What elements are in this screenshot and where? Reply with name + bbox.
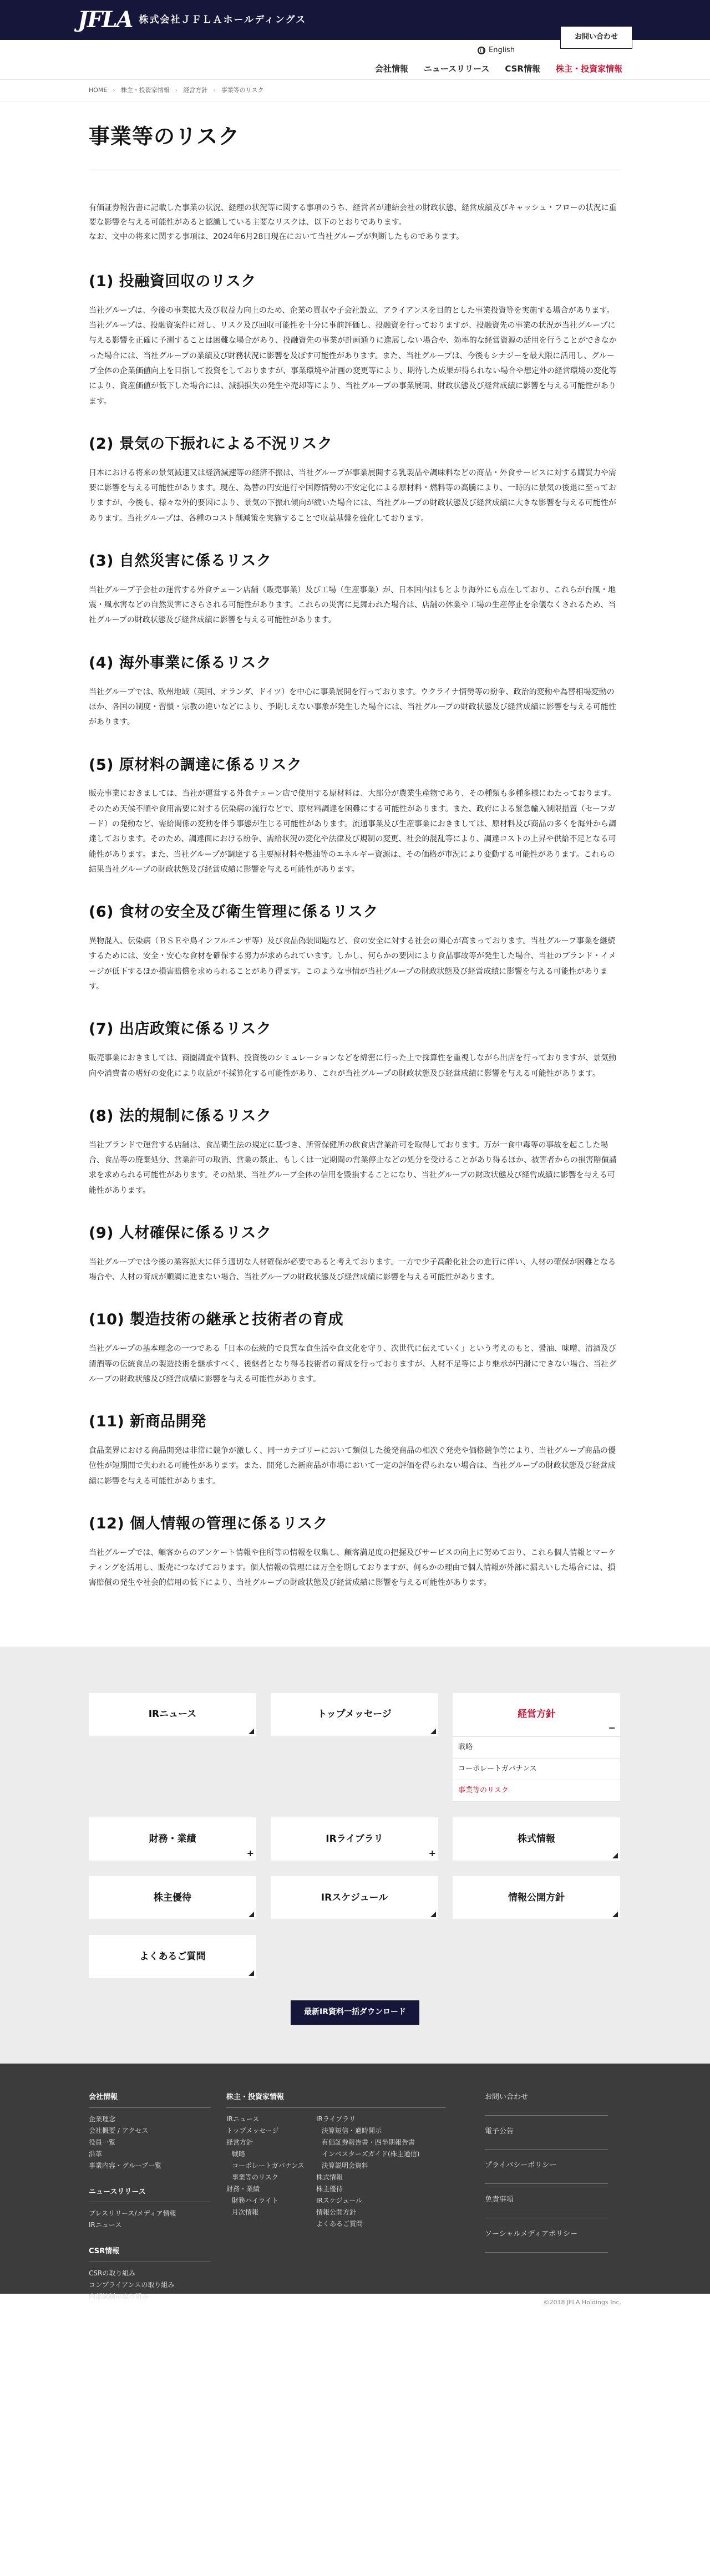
language-switch[interactable]: [478, 44, 515, 57]
risk-section-10: [89, 1307, 621, 1387]
tile-label: IRニュース: [148, 1709, 197, 1720]
tile-ir-library[interactable]: [271, 1817, 438, 1861]
footer-link[interactable]: プレスリリース/メディア情報: [89, 2209, 176, 2218]
risk-heading: (7) 出店政策に係るリスク: [89, 1020, 272, 1038]
link-row: [89, 1876, 621, 1919]
tile-management-policy[interactable]: [453, 1693, 620, 1736]
risk-heading: (11) 新商品開発: [89, 1413, 206, 1431]
corner-arrow-icon: [430, 1729, 436, 1734]
submenu-governance[interactable]: コーポレートガバナンス: [453, 1759, 620, 1780]
intro-paragraph: 有価証券報告書に記載した事業の状況、経理の状況等に関する事項のうち、経営者が連結会社の財政状態、経営成績及びキャッシュ・フローの状況に重要な影響を与える可能性があると認識している主要なリスクは、以下のとおりであります。: [89, 204, 617, 227]
footer-link[interactable]: 決算短信・適時開示: [322, 2126, 382, 2135]
download-wrap: [89, 2000, 621, 2025]
breadcrumb-current: 事業等のリスク: [221, 87, 264, 94]
intro-text: [89, 201, 621, 245]
risk-heading: (8) 法的規制に係るリスク: [89, 1107, 272, 1125]
risk-section-1: [89, 269, 621, 409]
breadcrumb: [0, 80, 710, 102]
tile-ir-schedule[interactable]: [271, 1876, 438, 1919]
breadcrumb-separator: ›: [175, 87, 178, 94]
footer-link[interactable]: インベスターズガイド(株主通信): [322, 2150, 420, 2158]
breadcrumb-separator: ›: [113, 87, 115, 94]
risk-section-3: [89, 548, 621, 628]
risk-body: 異物混入、伝染病（ＢＳＥや鳥インフルエンザ等）及び食品偽装問題など、食の安全に対する社会の関心が高まっております。当社グループ事業を継続するためには、安全・安心な食材を確保する努力が求められています。しかし、何らかの要因により食品事故等が発生した場合、当社のブランド・イメージが低下するほか損害賠償を求められることがあり得ます。このような事情が当社グループの財政状態及び経営成績に影響を与える可能性があります。: [89, 937, 616, 992]
tile-stock-info[interactable]: [453, 1817, 620, 1861]
main-content: [0, 170, 710, 1635]
nav-csr[interactable]: CSR情報: [505, 64, 540, 74]
footer-social-policy[interactable]: ソーシャルメディアポリシー: [485, 2228, 608, 2253]
risk-heading: (3) 自然災害に係るリスク: [89, 552, 272, 570]
risk-heading: (9) 人材確保に係るリスク: [89, 1224, 272, 1242]
footer-group-csr: [89, 2245, 211, 2303]
footer-heading: CSR情報: [89, 2245, 211, 2262]
footer-ir-list-1: [226, 2113, 310, 2218]
footer-heading-spacer: [316, 2091, 444, 2108]
plus-icon: +: [246, 1847, 254, 1858]
header-subbar: [0, 40, 710, 80]
risk-heading: (1) 投融資回収のリスク: [89, 272, 256, 290]
tile-label: 経営方針: [518, 1709, 555, 1720]
footer-link[interactable]: 財務ハイライト: [232, 2196, 278, 2204]
risk-heading: (2) 景気の下振れによる不況リスク: [89, 435, 333, 453]
footer-group-company: [89, 2091, 211, 2172]
footer-col-ir-2: [316, 2091, 444, 2272]
corner-arrow-icon: [612, 1853, 618, 1858]
corner-arrow-icon: [430, 1912, 436, 1917]
risk-section-5: [89, 753, 621, 878]
site-footer: [0, 2064, 710, 2301]
footer-disclaimer[interactable]: 免責事項: [485, 2194, 608, 2218]
corner-arrow-icon: [248, 1912, 254, 1917]
submenu-business-risks[interactable]: 事業等のリスク: [453, 1780, 620, 1802]
corner-arrow-icon: [612, 1912, 618, 1917]
download-ir-button[interactable]: 最新IR資料一括ダウンロード: [291, 2000, 419, 2025]
footer-link[interactable]: コンプライアンスの取り組み: [89, 2281, 175, 2289]
footer-link[interactable]: IRライブラリ: [316, 2115, 356, 2123]
tile-shareholder-benefits[interactable]: [89, 1876, 256, 1919]
plus-icon: +: [428, 1847, 436, 1858]
tile-faq[interactable]: [89, 1935, 256, 1978]
footer-link[interactable]: 経営方針: [226, 2138, 253, 2146]
tile-ir-news[interactable]: [89, 1693, 256, 1736]
link-row: [89, 1935, 621, 1978]
site-header: [0, 0, 710, 80]
risk-heading: (6) 食材の安全及び衛生管理に係るリスク: [89, 903, 378, 921]
page-title-section: [89, 102, 621, 171]
corner-arrow-icon: [248, 1970, 254, 1976]
corner-arrow-icon: [248, 1729, 254, 1734]
risk-body: 販売事業におきましては、商圏調査や賃料、投資後のシミュレーションなどを綿密に行った上で採算性を重視しながら出店を行っておりますが、景気動向や消費者の嗜好の変化により収益が不採算化する可能性があり、これが当社グループの財政状態及び経営成績に影響を与える可能性があります。: [89, 1054, 617, 1078]
header-topbar: [0, 0, 710, 40]
footer-contact[interactable]: お問い合わせ: [485, 2091, 608, 2116]
tile-label: 株主優待: [154, 1892, 191, 1903]
risk-section-9: [89, 1221, 621, 1285]
company-name: 株式会社ＪＦＬＡホールディングス: [139, 14, 307, 26]
footer-link[interactable]: 沿革: [89, 2150, 103, 2158]
risk-body: 日本における将来の景気減速又は経済減速等の経済不振は、当社グループが事業展開する乳製品や調味料などの商品・外食サービスに対する購買力や需要に影響を与える可能性があります。現在、為替の円安進行や国際情勢の不安定化による原材料・燃料等の高騰により、一時的に景気の後退に至っておりますが、今後も、様々な外的要因により、景気の下振れ傾向が続いた場合には、当社グループの財政状態及び経営成績に大きな影響を与える可能性があります。当社グループは、各種のコスト削減策を実施することで収益基盤を強化しております。: [89, 468, 616, 523]
footer-link[interactable]: 内部統制の取り組み: [89, 2293, 149, 2301]
tile-label: 財務・業績: [149, 1833, 196, 1845]
footer-link[interactable]: 有価証券報告書・四半期報告書: [322, 2138, 415, 2146]
footer-link[interactable]: 役員一覧: [89, 2138, 116, 2146]
footer-col-right: [485, 2091, 608, 2272]
link-row: [89, 1693, 621, 1802]
footer-link[interactable]: 株主優待: [316, 2184, 343, 2193]
breadcrumb-separator: ›: [213, 87, 216, 94]
footer-link[interactable]: コーポレートガバナンス: [232, 2161, 305, 2169]
logo-mark: JFLA: [78, 7, 133, 33]
minus-icon: −: [608, 1722, 616, 1733]
risk-heading: (12) 個人情報の管理に係るリスク: [89, 1515, 328, 1532]
risk-body: 食品業界における商品開発は非常に競争が激しく、同一カテゴリーにおいて類似した後発商品の相次ぐ発売や価格競争等により、当社グループ商品の優位性が短期間で失われる可能性があります。また、開発した新商品が市場において一定の評価を得られない場合は、当社グループの財政状態及び経営成績に影響を与える可能性があります。: [89, 1446, 616, 1486]
risk-body: 当社グループは、今後の事業拡大及び収益力向上のため、企業の買収や子会社設立、アライアンスを目的とした事業投資等を実施する場合があります。当社グループは、投融資案件に対し、リスク及び回収可能性を十分に事前評価し、投融資を行っておりますが、投融資先の事業の状況が当社グループに与える影響を正確に予測することは困難な場合があり、投融資先の事業が計画通りに進展しない場合や、効率的な経営資源の活用を行うことができなかった場合には、当社グループの業績及び財務状況に影響を及ぼす可能性があります。また、当社グループは、今後もシナジーを最大限に活用し、グループ全体の企業価値向上を目指して投資をしておりますが、事業環境や計画の変更等により、期待した成果が得られない場合や想定外の経営環境の変化等により、資産価値が低下した場合には、減損損失の発生や売却等により、当社グループの事業展開、財政状態及び経営成績に影響を与える可能性があります。: [89, 306, 617, 406]
breadcrumb-ir[interactable]: 株主・投資家情報: [120, 87, 170, 94]
risk-section-6: [89, 900, 621, 994]
footer-link[interactable]: 株式情報: [316, 2173, 343, 2181]
risk-heading: (10) 製造技術の継承と技術者の育成: [89, 1311, 344, 1329]
footer-heading: ニュースリリース: [89, 2186, 211, 2203]
breadcrumb-policy[interactable]: 経営方針: [183, 87, 208, 94]
tile-label: よくあるご質問: [139, 1950, 206, 1962]
risk-body: 当社グループ子会社の運営する外食チェーン店舗（販売事業）及び工場（生産事業）が、日本国内はもとより海外にも点在しており、これらが台風・地震・風水害などの自然災害にさらされる可能性があります。これらの災害に見舞われた場合は、店舗の休業や工場の生産停止を余儀なくされるため、当社グループの財政状態及び経営成績に影響を与える可能性があります。: [89, 585, 616, 625]
ir-link-grid: [0, 1647, 710, 2064]
language-label: English: [489, 46, 515, 54]
footer-heading: 会社情報: [89, 2091, 211, 2108]
footer-link[interactable]: IRニュース: [226, 2115, 260, 2123]
link-row: [89, 1817, 621, 1861]
tile-label: トップメッセージ: [317, 1709, 392, 1720]
breadcrumb-home[interactable]: HOME: [89, 87, 108, 94]
footer-link[interactable]: IRニュース: [89, 2221, 122, 2229]
globe-icon: [478, 47, 485, 54]
risk-heading: (4) 海外事業に係るリスク: [89, 654, 272, 672]
global-nav: [375, 62, 622, 77]
footer-link[interactable]: IRスケジュール: [316, 2196, 363, 2204]
risk-section-8: [89, 1104, 621, 1198]
footer-ir-list-2: [316, 2113, 444, 2230]
footer-col-ir-1: [226, 2091, 310, 2272]
footer-link[interactable]: 事業等のリスク: [232, 2173, 278, 2181]
footer-group-news: [89, 2186, 211, 2232]
company-logo[interactable]: [78, 8, 306, 32]
footer-e-notice[interactable]: 電子公告: [485, 2126, 608, 2150]
risk-heading: (5) 原材料の調達に係るリスク: [89, 756, 302, 774]
risk-section-7: [89, 1017, 621, 1081]
risk-body: 当社グループでは、欧州地域（英国、オランダ、ドイツ）を中心に事業展開を行っております。ウクライナ情勢等の紛争、政治的変動や為替相場変動のほか、各国の制度・習慣・宗教の違いなどにより、予期しえない事象が発生した場合には、当社グループの財政状態及び経営成績に影響を与える可能性があります。: [89, 687, 616, 727]
footer-link[interactable]: 戦略: [232, 2150, 246, 2158]
nav-news[interactable]: ニュースリリース: [423, 64, 490, 74]
risk-section-2: [89, 431, 621, 526]
tile-label: IRライブラリ: [326, 1833, 383, 1845]
footer-privacy[interactable]: プライバシーポリシー: [485, 2160, 608, 2184]
footer-link[interactable]: よくあるご質問: [316, 2219, 363, 2228]
footer-link[interactable]: 事業内容・グループ一覧: [89, 2161, 162, 2169]
tile-label: 情報公開方針: [508, 1892, 565, 1903]
contact-button[interactable]: お問い合わせ: [560, 27, 632, 49]
tile-top-message[interactable]: [271, 1693, 438, 1736]
footer-link[interactable]: トップメッセージ: [226, 2126, 279, 2135]
copyright: ©2018 JFLA Holdings Inc.: [0, 2294, 710, 2313]
tile-disclosure-policy[interactable]: [453, 1876, 620, 1919]
tile-financials[interactable]: [89, 1817, 256, 1861]
nav-ir[interactable]: 株主・投資家情報: [555, 64, 622, 74]
risk-section-4: [89, 651, 621, 730]
page-title: 事業等のリスク: [89, 124, 240, 149]
risk-section-12: [89, 1511, 621, 1591]
intro-note: なお、文中の将来に関する事項は、2024年6月28日現在において当社グループが判断したものであります。: [89, 232, 464, 242]
tile-policy-group: [453, 1693, 620, 1802]
risk-body: 販売事業におきましては、当社が運営する外食チェーン店で使用する原材料は、大部分が農業生産物であり、その種類も多種多様にわたっております。そのため天候不順や食用需要に対する伝染病の流行などで、原材料調達を困難にする可能性があります。また、政府による緊急輸入制限措置（セーフガード）の発動など、需給関係の変動を伴う事態が生じる可能性があります。流通事業及び生産事業におきましては、原材料及び商品の多くを海外から調達しております。そのため、調達面における紛争、需給状況の変化や法律及び規制の変更、社会的混乱等により、調達コストの上昇や供給不足となる可能性があります。また、当社グループが調達する主要原材料や燃油等のエネルギー資源は、その価格が市況により変動する可能性があります。これらの結果当社グループの財政状態及び経営成績に影響を与える可能性があります。: [89, 789, 616, 874]
tile-label: 株式情報: [518, 1833, 555, 1845]
submenu-strategy[interactable]: 戦略: [453, 1737, 620, 1759]
risk-body: 当社グループでは今後の業容拡大に伴う適切な人材確保が必要であると考えております。一方で少子高齢化社会の進行に伴い、人材の確保が困難となる場合や、人材の育成が順調に進まない場合、当社グループの財政状態及び経営成績に影響を与える可能性があります。: [89, 1257, 616, 1282]
policy-submenu: [453, 1736, 620, 1802]
footer-link[interactable]: 情報公開方針: [316, 2208, 357, 2216]
risk-body: 当社グループでは、顧客からのアンケート情報や住所等の情報を収集し、顧客満足度の把握及びサービスの向上に努めており、これら個人情報とマーケティングを活用し、販売につなげております。個人情報の管理には万全を期しておりますが、何らかの理由で個人情報が外部に漏えいした場合には、損害賠償の発生や社会的信用の低下により、当社グループの財政状態及び経営成績に影響を与える可能性があります。: [89, 1548, 616, 1588]
nav-company[interactable]: 会社情報: [374, 64, 408, 74]
footer-heading: 株主・投資家情報: [226, 2091, 445, 2108]
footer-link[interactable]: 会社概要 / アクセス: [89, 2126, 149, 2135]
risk-body: 当社グループの基本理念の一つである「日本の伝統的で良質な食生活や食文化を守り、次世代に伝えていく」という考えのもと、醤油、味噌、清酒及び清酒等の伝統食品の製造技術を継承すべく、後継者となり得る技術者の育成を行っておりますが、人材不足等により継承が円滑にできない場合、当社グループの財政状態及び経営成績に影響を与える可能性があります。: [89, 1344, 617, 1384]
footer-link[interactable]: 財務・業績: [226, 2184, 260, 2193]
footer-link[interactable]: CSRの取り組み: [89, 2269, 136, 2278]
footer-link[interactable]: 企業理念: [89, 2115, 116, 2123]
footer-link[interactable]: 決算説明会資料: [322, 2161, 369, 2169]
risk-body: 当社ブランドで運営する店舗は、食品衛生法の規定に基づき、所管保健所の飲食店営業許可を取得しております。万が一食中毒等の事故を起こした場合、食品等の廃棄処分、営業許可の取消、営業の禁止、もしくは一定期間の営業停止などの処分を受けることがあり得るほか、被害者からの損害賠償請求を求められる可能性があります。その結果、当社グループ全体の信用を毀損することになり、当社グループの財政状態及び経営成績に影響を与える可能性があります。: [89, 1140, 617, 1195]
tile-label: IRスケジュール: [321, 1892, 388, 1903]
risk-section-11: [89, 1409, 621, 1489]
footer-link[interactable]: 月次情報: [232, 2208, 259, 2216]
footer-col-company: [89, 2091, 211, 2301]
